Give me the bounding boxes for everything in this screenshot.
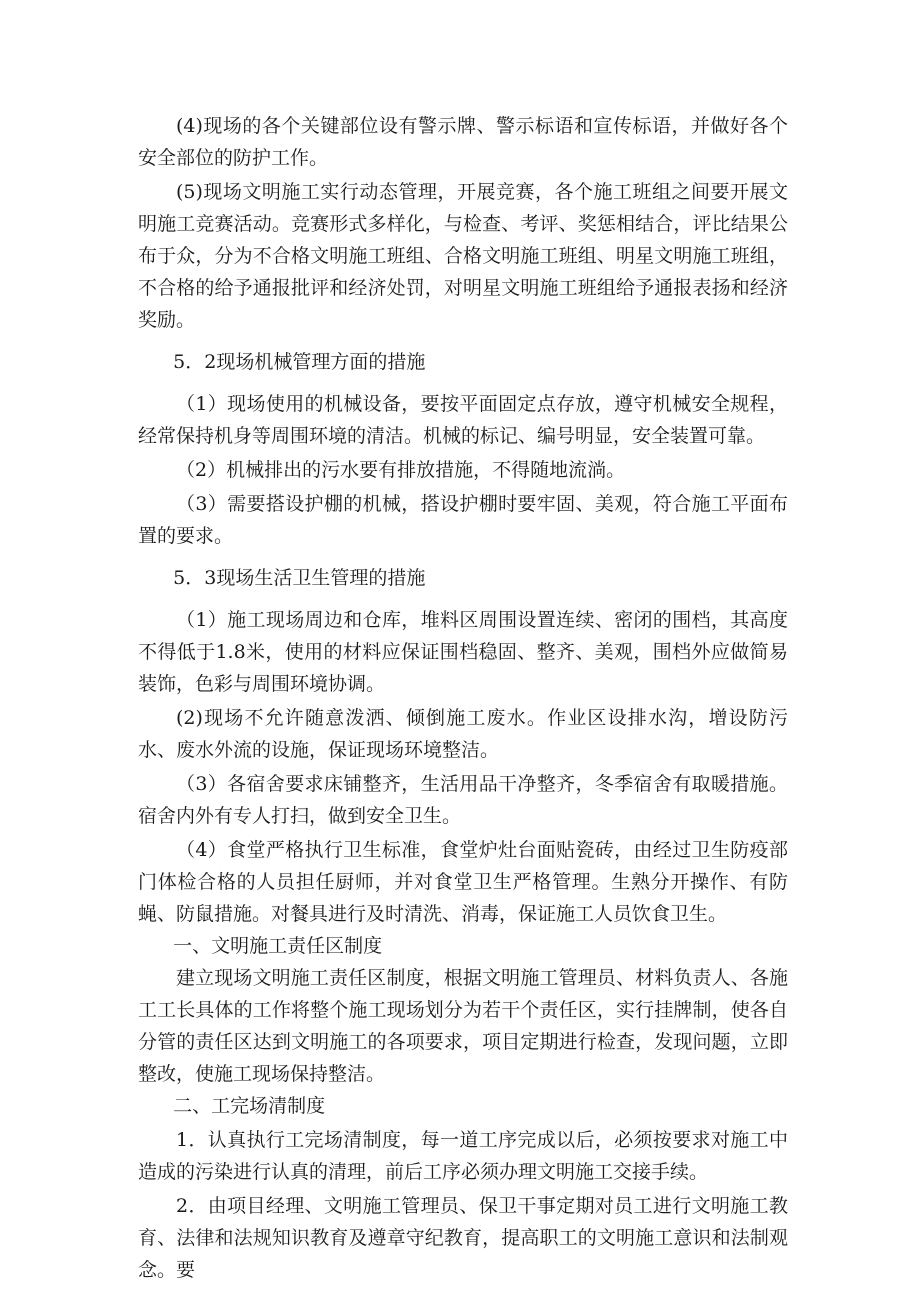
paragraph-hygiene-4: （4）食堂严格执行卫生标准，食堂炉灶台面贴瓷砖，由经过卫生防疫部门体检合格的人员担任厨师，并对食堂卫生严格管理。生熟分开操作、有防蝇、防鼠措施。对餐具进行及时清洗、消毒，保证施工人员饮食卫生。 xyxy=(138,839,788,925)
paragraph-machinery-2: （2）机械排出的污水要有排放措施，不得随地流淌。 xyxy=(176,459,626,481)
paragraph-hygiene-1: （1）施工现场周边和仓库，堆料区周围设置连续、密闭的围档，其高度不得低于1.8米，使用的材料应保证围档稳固、整齐、美观，围档外应做简易装饰，色彩与周围环境协调。 xyxy=(138,609,788,695)
paragraph-cleanup-1: 1．认真执行工完场清制度，每一道工序完成以后，必须按要求对施工中造成的污染进行认真的清理，前后工序必须办理文明施工交接手续。 xyxy=(138,1129,788,1183)
section-heading-5-3-hygiene: 5．3现场生活卫生管理的措施 xyxy=(173,567,426,589)
section-heading-responsibility-zone: 一、文明施工责任区制度 xyxy=(173,935,383,957)
section-heading-5-2-machinery: 5．2现场机械管理方面的措施 xyxy=(173,351,426,373)
paragraph-cleanup-2: 2．由项目经理、文明施工管理员、保卫干事定期对员工进行文明施工教育、法律和法规知识教育及遵章守纪教育，提高职工的文明施工意识和法制观念。要 xyxy=(138,1195,788,1281)
document-page xyxy=(138,110,788,1286)
paragraph-machinery-3: （3）需要搭设护棚的机械，搭设护棚时要牢固、美观，符合施工平面布置的要求。 xyxy=(138,493,788,547)
paragraph-hygiene-3: （3）各宿舍要求床铺整齐，生活用品干净整齐，冬季宿舍有取暖措施。宿舍内外有专人打扫，做到安全卫生。 xyxy=(138,773,788,827)
paragraph-item-4-warning-signs: (4)现场的各个关键部位设有警示牌、警示标语和宣传标语，并做好各个安全部位的防护工作。 xyxy=(138,115,788,169)
paragraph-machinery-1: （1）现场使用的机械设备，要按平面固定点存放，遵守机械安全规程，经常保持机身等周围环境的清洁。机械的标记、编号明显，安全装置可靠。 xyxy=(138,393,788,447)
paragraph-responsibility-zone: 建立现场文明施工责任区制度，根据文明施工管理员、材料负责人、各施工工长具体的工作将整个施工现场划分为若干个责任区，实行挂牌制，使各自分管的责任区达到文明施工的各项要求，项目定期进行检查，发现问题，立即整改，使施工现场保持整洁。 xyxy=(138,967,788,1085)
paragraph-item-5-dynamic-management: (5)现场文明施工实行动态管理，开展竞赛，各个施工班组之间要开展文明施工竞赛活动。竞赛形式多样化，与检查、考评、奖惩相结合，评比结果公布于众，分为不合格文明施工班组、合格文明施工班组、明星文明施工班组，不合格的给予通报批评和经济处罚，对明星文明施工班组给予通报表扬和经济奖励。 xyxy=(138,181,788,331)
section-heading-site-cleanup: 二、工完场清制度 xyxy=(173,1095,326,1117)
paragraph-hygiene-2: (2)现场不允许随意泼洒、倾倒施工废水。作业区设排水沟，增设防污水、废水外流的设施，保证现场环境整洁。 xyxy=(138,707,788,761)
